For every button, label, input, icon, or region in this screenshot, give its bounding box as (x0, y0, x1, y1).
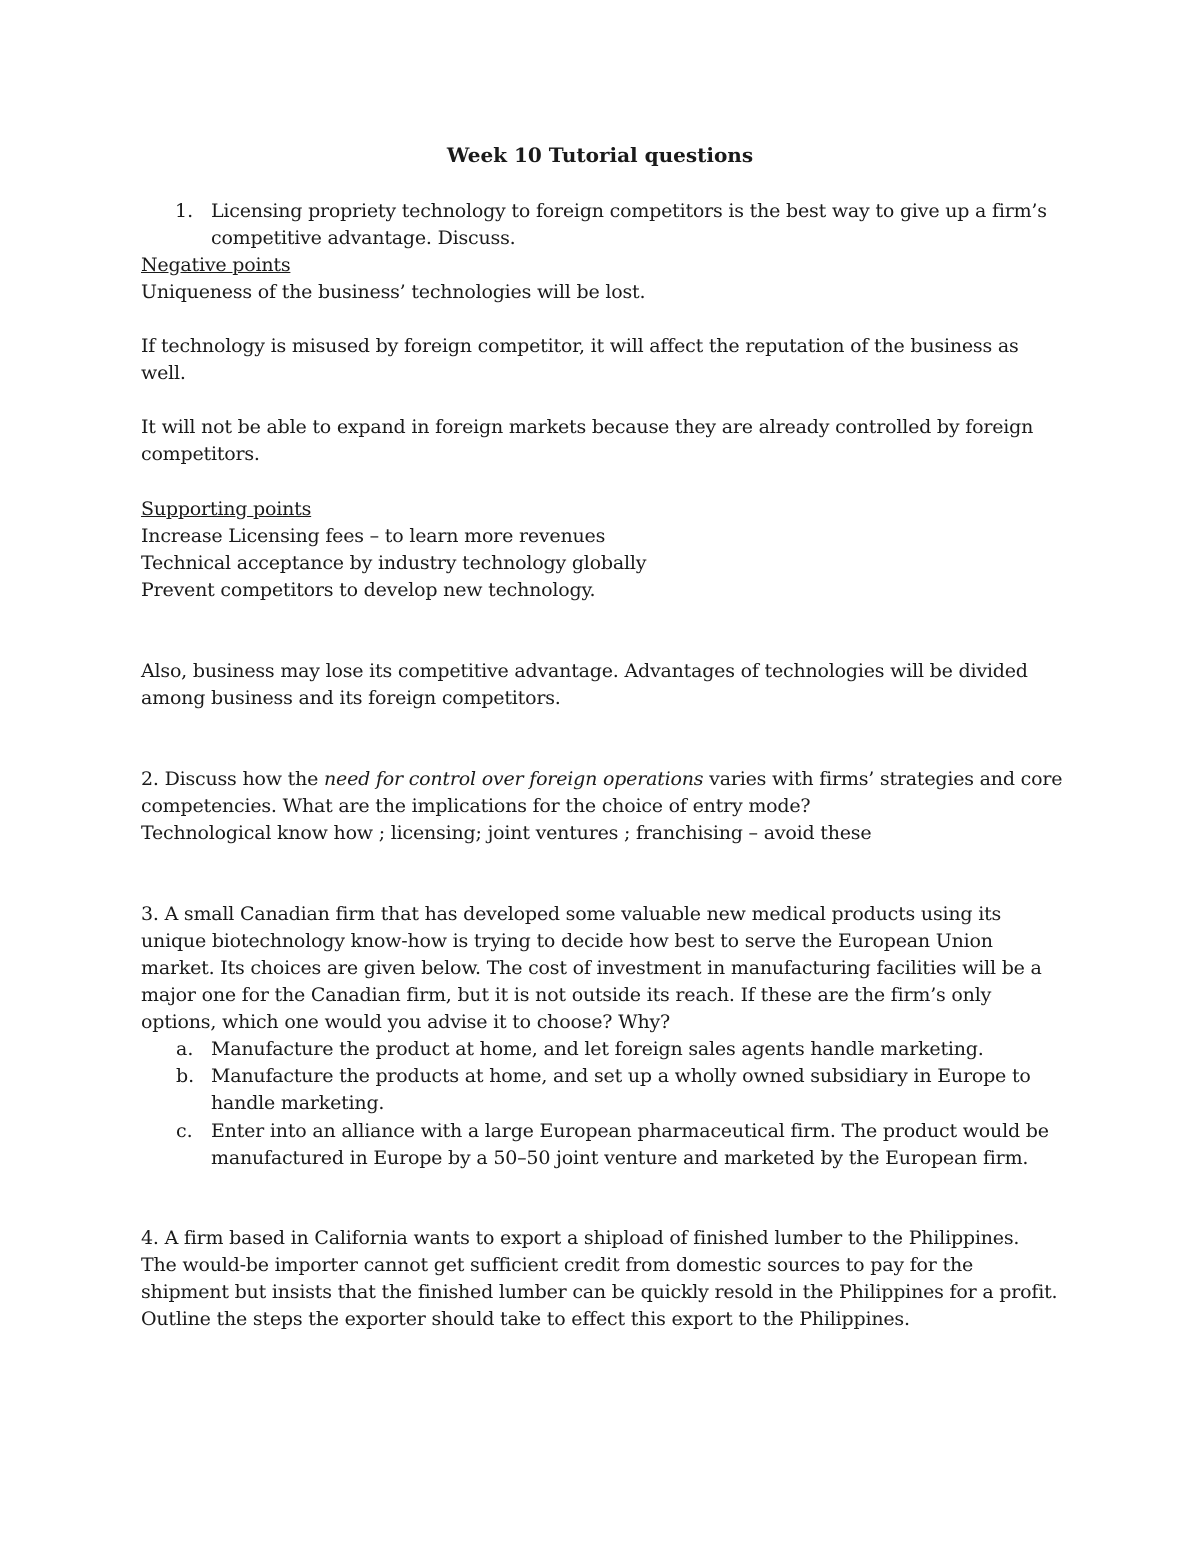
q4-text-line: shipment but insists that the finished lumber can be quickly resold in the Philippines for a profit. (141, 1281, 1058, 1303)
q2-text-line1 (141, 766, 1062, 793)
q2-answer: Technological know how ; licensing; joint ventures ; franchising – avoid these (141, 822, 872, 844)
q3-option-b-text-line1: Manufacture the products at home, and set up a wholly owned subsidiary in Europe to (211, 1065, 1031, 1087)
q3-text-line: unique biotechnology know-how is trying to decide how best to serve the European Union (141, 930, 993, 952)
supporting-point: Increase Licensing fees – to learn more revenues (141, 525, 606, 547)
q3-option-b-label: b. (176, 1065, 195, 1087)
q2-emphasis: need for control over foreign operations (323, 768, 704, 790)
negative-point-2-line1: If technology is misused by foreign competitor, it will affect the reputation of the business as (141, 335, 1019, 357)
q3-text-line: major one for the Canadian firm, but it is not outside its reach. If these are the firm’s only (141, 984, 992, 1006)
q2-text-line2: competencies. What are the implications for the choice of entry mode? (141, 795, 811, 817)
q4-text-line: 4. A firm based in California wants to export a shipload of finished lumber to the Philippines. (141, 1227, 1020, 1249)
q3-option-a-text: Manufacture the product at home, and let foreign sales agents handle marketing. (211, 1038, 984, 1060)
q3-option-a-label: a. (176, 1038, 194, 1060)
q1-text-line2: competitive advantage. Discuss. (211, 227, 516, 249)
supporting-point: Prevent competitors to develop new technology. (141, 579, 596, 601)
q3-option-c-label: c. (176, 1120, 193, 1142)
q3-option-c-text-line1: Enter into an alliance with a large European pharmaceutical firm. The product would be (211, 1120, 1049, 1142)
q3-option-c-text-line2: manufactured in Europe by a 50–50 joint venture and marketed by the European firm. (211, 1147, 1029, 1169)
q1-number: 1. (175, 200, 194, 222)
q3-option-b-text-line2: handle marketing. (211, 1092, 385, 1114)
negative-point-3-line2: competitors. (141, 443, 260, 465)
negative-point-2-line2: well. (141, 362, 186, 384)
supporting-points-heading: Supporting points (141, 498, 312, 520)
q3-text-line: 3. A small Canadian firm that has developed some valuable new medical products using its (141, 903, 1002, 925)
q3-text-line: market. Its choices are given below. The cost of investment in manufacturing facilities will be a (141, 957, 1042, 979)
also-paragraph-line2: among business and its foreign competitors. (141, 687, 561, 709)
q2-prefix: 2. Discuss how the (141, 768, 324, 790)
q4-text-line: The would-be importer cannot get sufficient credit from domestic sources to pay for the (141, 1254, 974, 1276)
negative-point-3-line1: It will not be able to expand in foreign markets because they are already controlled by foreign (141, 416, 1034, 438)
page-title: Week 10 Tutorial questions (446, 143, 754, 167)
q1-text-line1: Licensing propriety technology to foreign competitors is the best way to give up a firm’s (211, 200, 1047, 222)
q2-suffix: varies with firms’ strategies and core (703, 768, 1063, 790)
negative-points-heading: Negative points (141, 254, 291, 276)
negative-point-1: Uniqueness of the business’ technologies will be lost. (141, 281, 646, 303)
also-paragraph-line1: Also, business may lose its competitive advantage. Advantages of technologies will be divided (141, 660, 1028, 682)
supporting-point: Technical acceptance by industry technology globally (141, 552, 647, 574)
q3-text-line: options, which one would you advise it to choose? Why? (141, 1011, 671, 1033)
q4-text-line: Outline the steps the exporter should take to effect this export to the Philippines. (141, 1308, 910, 1330)
